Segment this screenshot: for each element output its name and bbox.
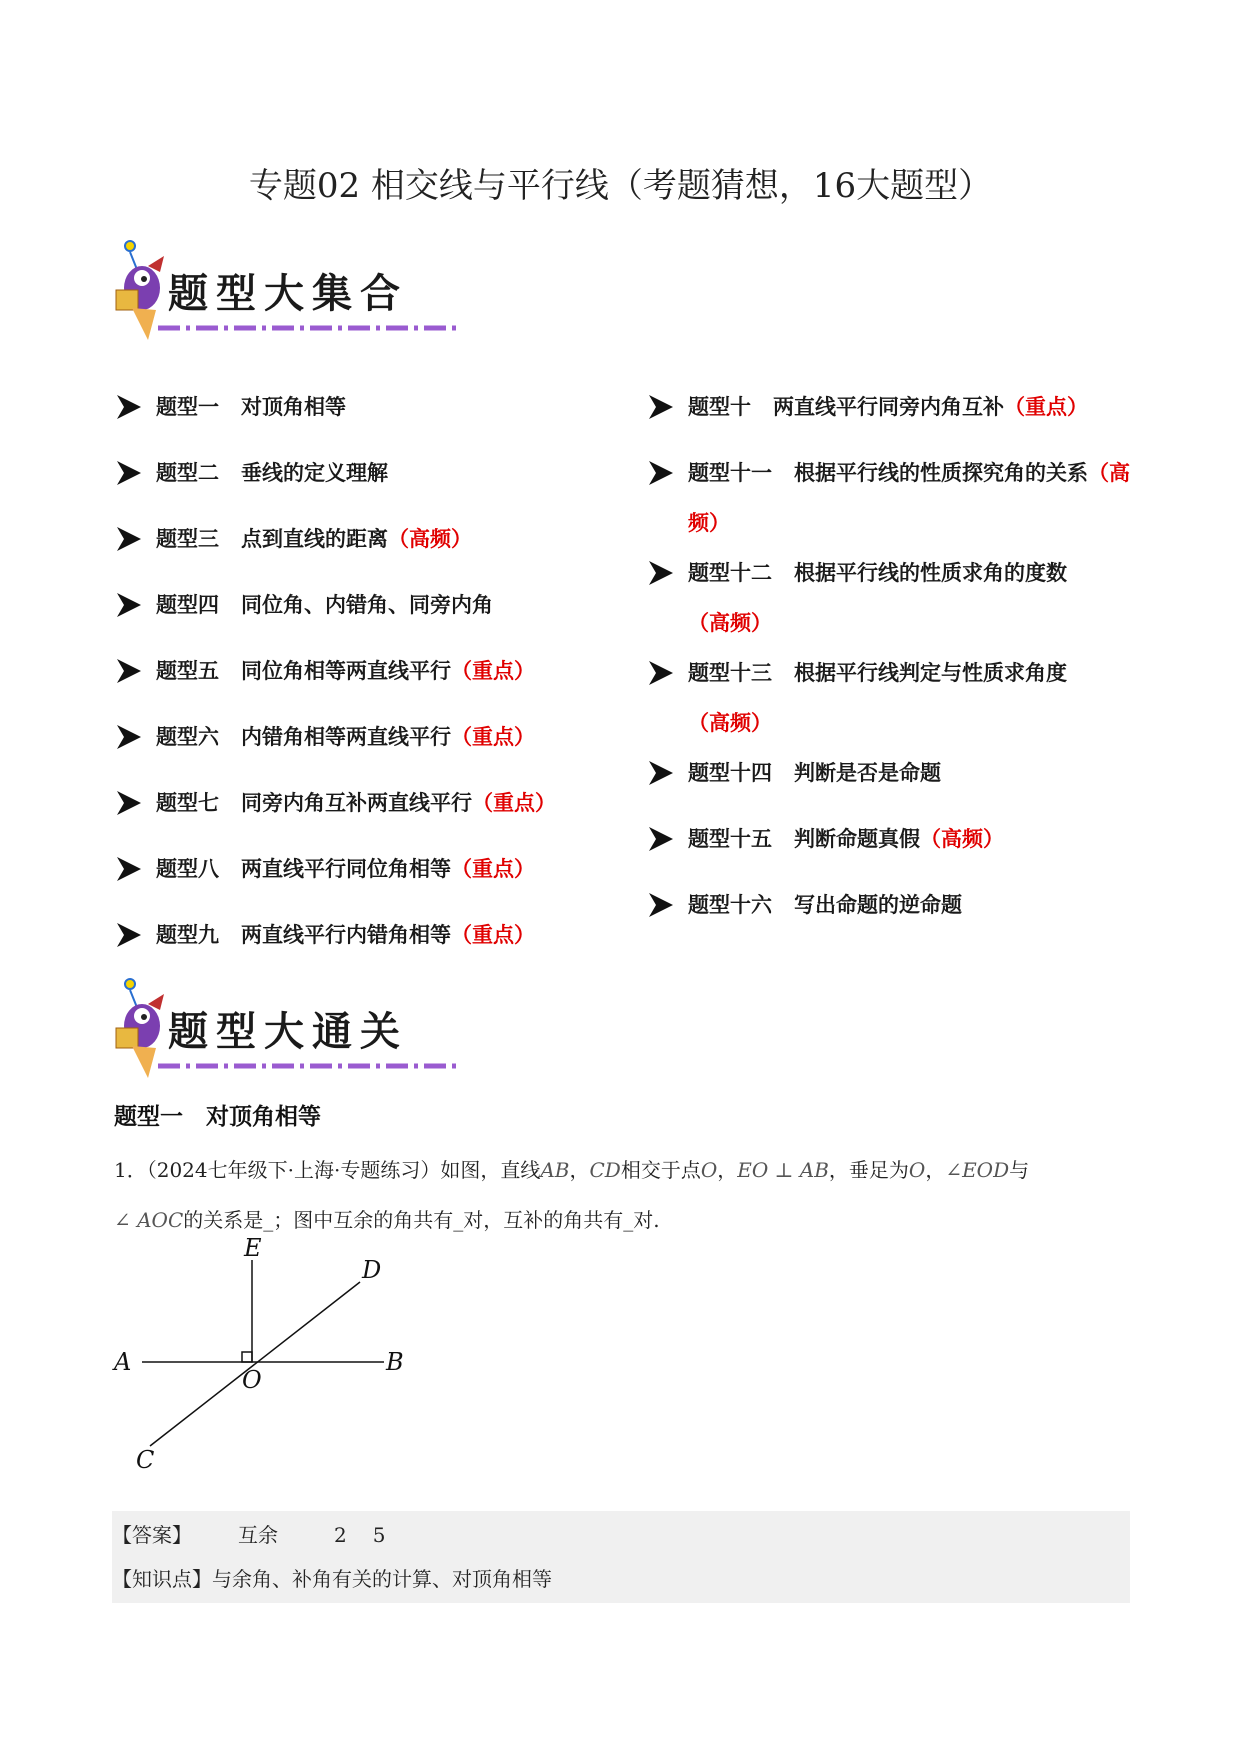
- topic-item: 题型十五 判断命题真假（高频）: [648, 814, 1148, 880]
- arrow-bullet-icon: [116, 790, 142, 816]
- topic-item: 题型六 内错角相等两直线平行（重点）: [116, 712, 636, 778]
- section-heading: 题型一 对顶角相等: [114, 1104, 321, 1130]
- topic-item: 题型八 两直线平行同位角相等（重点）: [116, 844, 636, 910]
- arrow-bullet-icon: [648, 560, 674, 586]
- answer-box: [112, 1511, 1130, 1603]
- topic-item: 题型十二 根据平行线的性质求角的度数（高频）: [648, 548, 1148, 648]
- arrow-bullet-icon: [648, 760, 674, 786]
- dash-line-decoration: [158, 1062, 458, 1070]
- arrow-bullet-icon: [648, 892, 674, 918]
- line-cd: [150, 1282, 360, 1446]
- label-a: A: [114, 1348, 132, 1376]
- topic-item: 题型一 对顶角相等: [116, 382, 636, 448]
- answer-row: 【答案】 互余 2 5: [112, 1523, 386, 1547]
- question-text: 1．（2024七年级下·上海·专题练习）如图，直线AB，CD相交于点O，EO ⊥ AB，垂足为O，∠EOD与 ∠ AOC的关系是_；图中互余的角共有_对，互补的角共有_对.: [114, 1158, 1030, 1232]
- geometry-figure: [108, 1236, 428, 1476]
- topic-item: 题型十三 根据平行线判定与性质求角度（高频）: [648, 648, 1148, 748]
- label-e: E: [244, 1236, 262, 1262]
- arrow-bullet-icon: [648, 826, 674, 852]
- knowledge-point-row: 【知识点】与余角、补角有关的计算、对顶角相等: [112, 1567, 552, 1591]
- arrow-bullet-icon: [116, 460, 142, 486]
- right-angle-mark: [242, 1352, 252, 1362]
- arrow-bullet-icon: [116, 922, 142, 948]
- topic-item: 题型十四 判断是否是命题: [648, 748, 1148, 814]
- arrow-bullet-icon: [116, 592, 142, 618]
- banner-title: 题型大通关: [168, 1008, 408, 1055]
- section-banner-practice: [108, 970, 478, 1080]
- arrow-bullet-icon: [116, 724, 142, 750]
- topic-list-right: [648, 382, 1148, 946]
- topic-item: 题型十 两直线平行同旁内角互补（重点）: [648, 382, 1148, 448]
- label-d: D: [362, 1256, 382, 1284]
- arrow-bullet-icon: [648, 660, 674, 686]
- banner-title: 题型大集合: [168, 270, 408, 317]
- arrow-bullet-icon: [116, 526, 142, 552]
- topic-item: 题型三 点到直线的距离（高频）: [116, 514, 636, 580]
- topic-item: 题型十一 根据平行线的性质探究角的关系（高频）: [648, 448, 1148, 548]
- topic-item: 题型九 两直线平行内错角相等（重点）: [116, 910, 636, 976]
- topic-list-left: [116, 382, 636, 976]
- label-c: C: [136, 1446, 155, 1474]
- arrow-bullet-icon: [116, 856, 142, 882]
- page-title: 专题02 相交线与平行线（考题猜想，16大题型）: [248, 166, 993, 206]
- arrow-bullet-icon: [116, 658, 142, 684]
- section-banner-collection: [108, 232, 478, 342]
- arrow-bullet-icon: [648, 460, 674, 486]
- label-o: O: [242, 1366, 262, 1394]
- topic-item: 题型五 同位角相等两直线平行（重点）: [116, 646, 636, 712]
- label-b: B: [386, 1348, 404, 1376]
- topic-item: 题型七 同旁内角互补两直线平行（重点）: [116, 778, 636, 844]
- topic-item: 题型四 同位角、内错角、同旁内角: [116, 580, 636, 646]
- arrow-bullet-icon: [116, 394, 142, 420]
- topic-item: 题型十六 写出命题的逆命题: [648, 880, 1148, 946]
- dash-line-decoration: [158, 324, 458, 332]
- arrow-bullet-icon: [648, 394, 674, 420]
- topic-item: 题型二 垂线的定义理解: [116, 448, 636, 514]
